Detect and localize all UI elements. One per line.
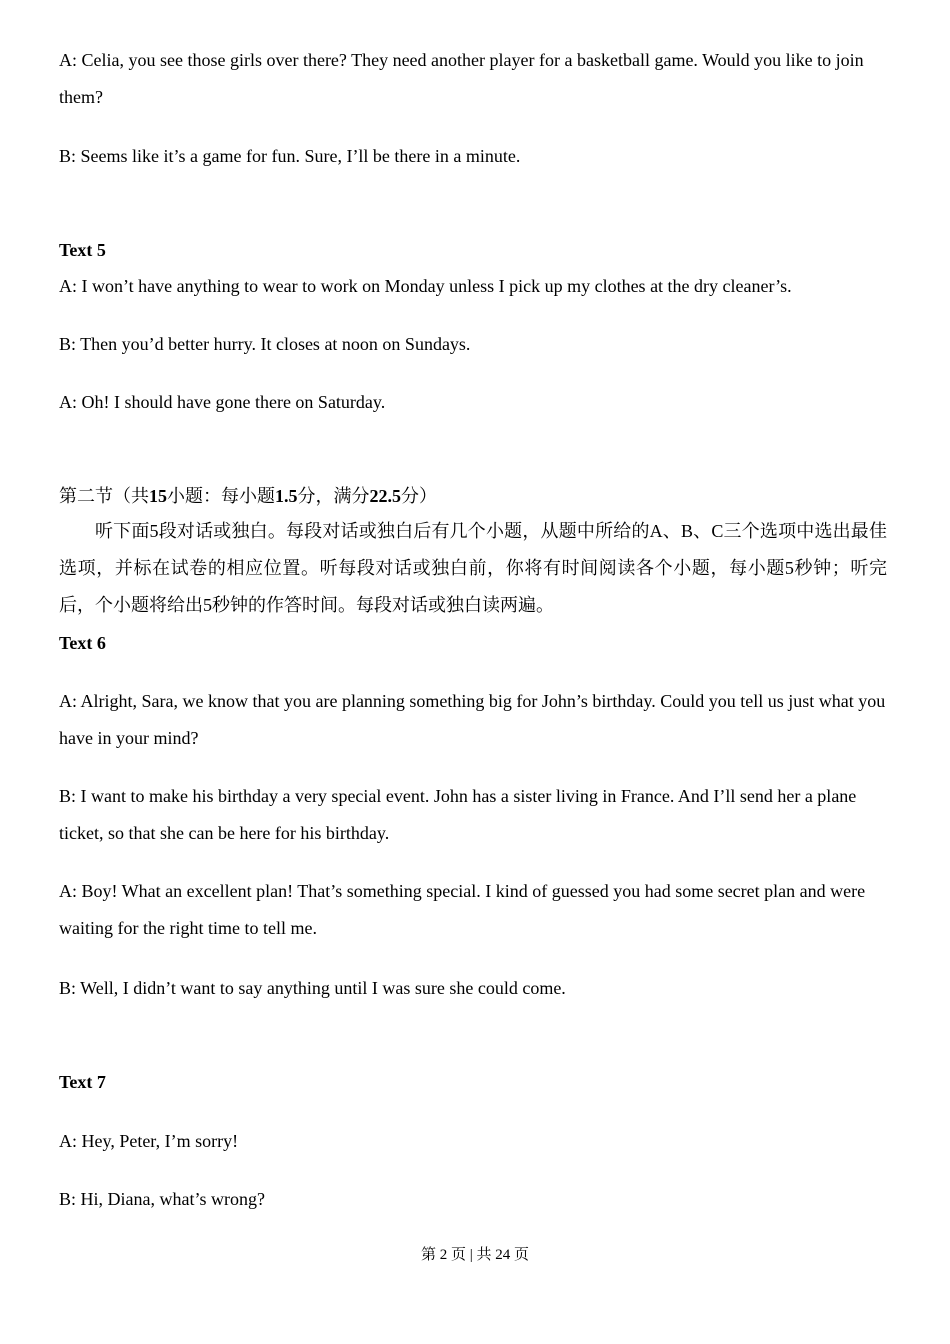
section-heading-part: 小题：每小题 [167,486,275,506]
dialogue-line: A: Alright, Sara, we know that you are planning something big for John’s birthday. Could you tell us just what you have in your mind? [59,691,886,748]
question-count: 15 [149,486,167,506]
section-instructions: 听下面5段对话或独白。每段对话或独白后有几个小题，从题中所给的A、B、C三个选项中选出最佳选项，并标在试卷的相应位置。听每段对话或独白前，你将有时间阅读各个小题，每小题5秒钟；听完后，个小题将给出5秒钟的作答时间。每段对话或独白读两遍。 [59,521,887,615]
dialogue-line: B: Hi, Diana, what’s wrong? [59,1189,265,1209]
dialogue-line: B: Well, I didn’t want to say anything until I was sure she could come. [59,978,566,998]
text-heading: Text 7 [59,1072,106,1092]
dialogue-line: A: I won’t have anything to wear to work on Monday unless I pick up my clothes at the dry cleaner’s. [59,276,792,296]
dialogue-line: B: Then you’d better hurry. It closes at noon on Sundays. [59,334,471,354]
total-points: 22.5 [369,486,401,506]
dialogue-line: A: Celia, you see those girls over there? They need another player for a basketball game. Would you like to join them? [59,50,864,107]
text-heading: Text 5 [59,240,106,260]
page-footer: 第 2 页 | 共 24 页 [420,1247,529,1263]
dialogue-line: A: Oh! I should have gone there on Saturday. [59,392,386,412]
section-heading-part: 分，满分 [297,486,370,506]
text-heading: Text 6 [59,633,106,653]
dialogue-line: B: Seems like it’s a game for fun. Sure, I’ll be there in a minute. [59,146,521,166]
section-heading-part: 第二节（共 [59,486,149,506]
points-each: 1.5 [275,486,298,506]
section-heading-part: 分） [401,486,437,506]
dialogue-line: A: Hey, Peter, I’m sorry! [59,1131,239,1151]
dialogue-line: B: I want to make his birthday a very special event. John has a sister living in France. And I’ll send her a plane ticket, so that she can be here for his birthday. [59,786,857,843]
section-heading [59,485,887,507]
dialogue-line: A: Boy! What an excellent plan! That’s something special. I kind of guessed you had some secret plan and were waiting for the right time to tell me. [59,881,866,938]
